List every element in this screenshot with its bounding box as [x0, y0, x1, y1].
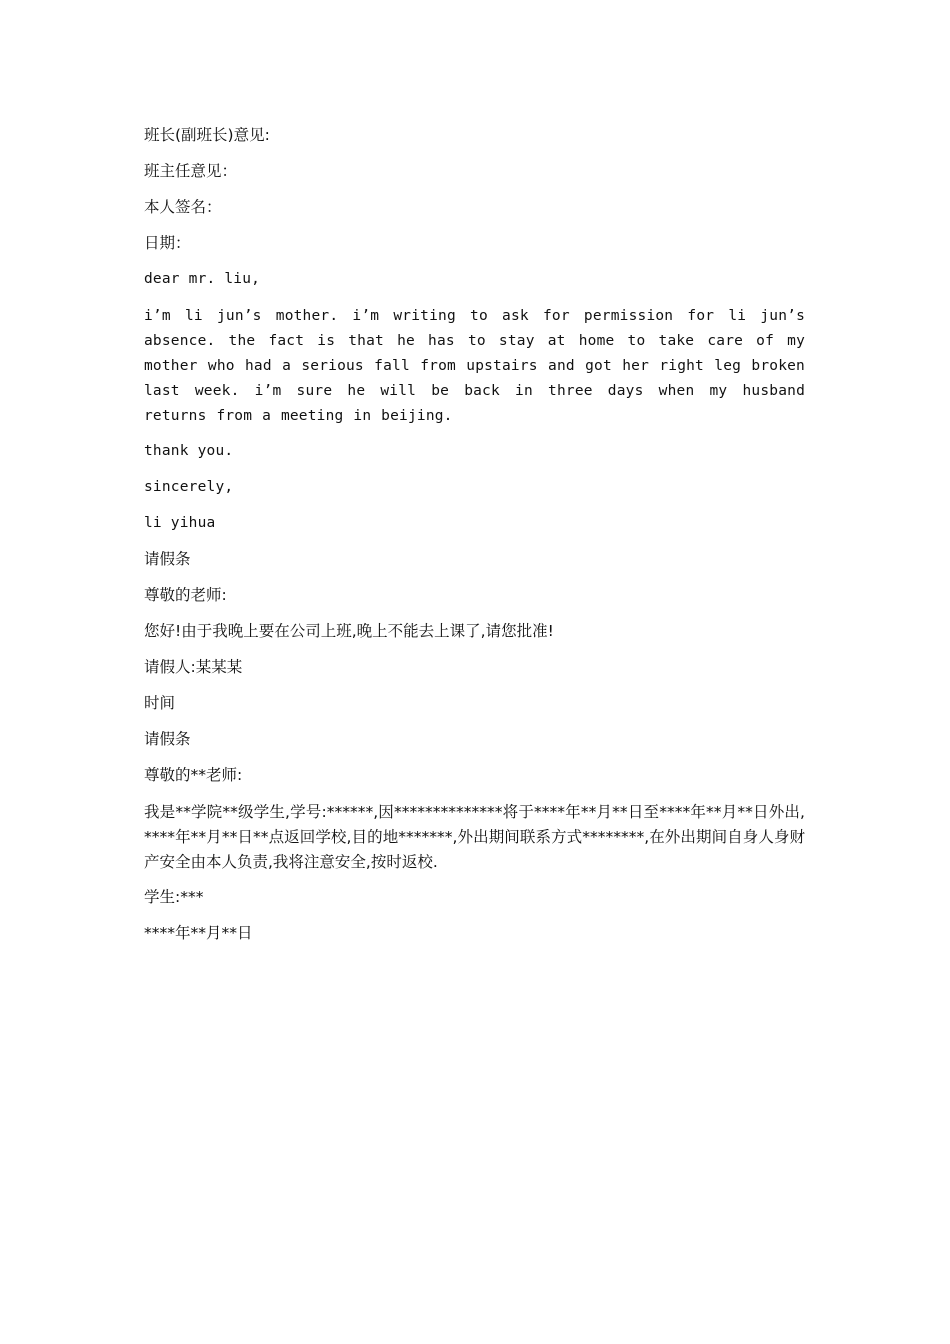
date-label: 日期：	[144, 234, 191, 252]
letter-closing: sincerely,	[144, 479, 234, 495]
leave-note-body: 您好!由于我晚上要在公司上班,晚上不能去上课了,请您批准!	[144, 622, 554, 640]
leave-note-1	[144, 548, 805, 714]
leave-note-greeting: 尊敬的**老师:	[144, 766, 243, 784]
leave-note-title: 请假条	[144, 730, 191, 748]
leave-note-requester: 请假人:某某某	[144, 658, 243, 676]
letter-thanks: thank you.	[144, 443, 234, 459]
letter-body: i’m li jun’s mother. i’m writing to ask for permission for li jun’s absence. the fact is that he has to stay at home to take care of my mother who had a serious fall from upstairs and got her right leg broken last week. i’m sure he will be back in three days when my husband returns from a meeting in beijing.	[144, 308, 805, 424]
leave-note-title: 请假条	[144, 550, 191, 568]
approval-section	[144, 124, 805, 254]
monitor-opinion-label: 班长(副班长)意见:	[144, 126, 270, 144]
leave-note-time: 时间	[144, 694, 176, 712]
english-letter	[144, 268, 805, 534]
document-page	[144, 124, 805, 958]
leave-note-student: 学生:***	[144, 888, 204, 906]
leave-note-greeting: 尊敬的老师:	[144, 586, 227, 604]
leave-note-body: 我是**学院**级学生,学号:******,因**************将于****年**月**日至****年**月**日外出,****年**月**日**点返回学校,目的地*******,外出期间联系方式********,在外出期间自身人身财产安全由本人负责,我将注意安全,按时返校.	[144, 803, 805, 871]
leave-note-date: ****年**月**日	[144, 924, 253, 942]
letter-signer: li yihua	[144, 515, 216, 531]
leave-note-2	[144, 728, 805, 944]
letter-salutation: dear mr. liu,	[144, 271, 261, 287]
head-teacher-opinion-label: 班主任意见：	[144, 162, 238, 180]
signature-label: 本人签名：	[144, 198, 222, 216]
